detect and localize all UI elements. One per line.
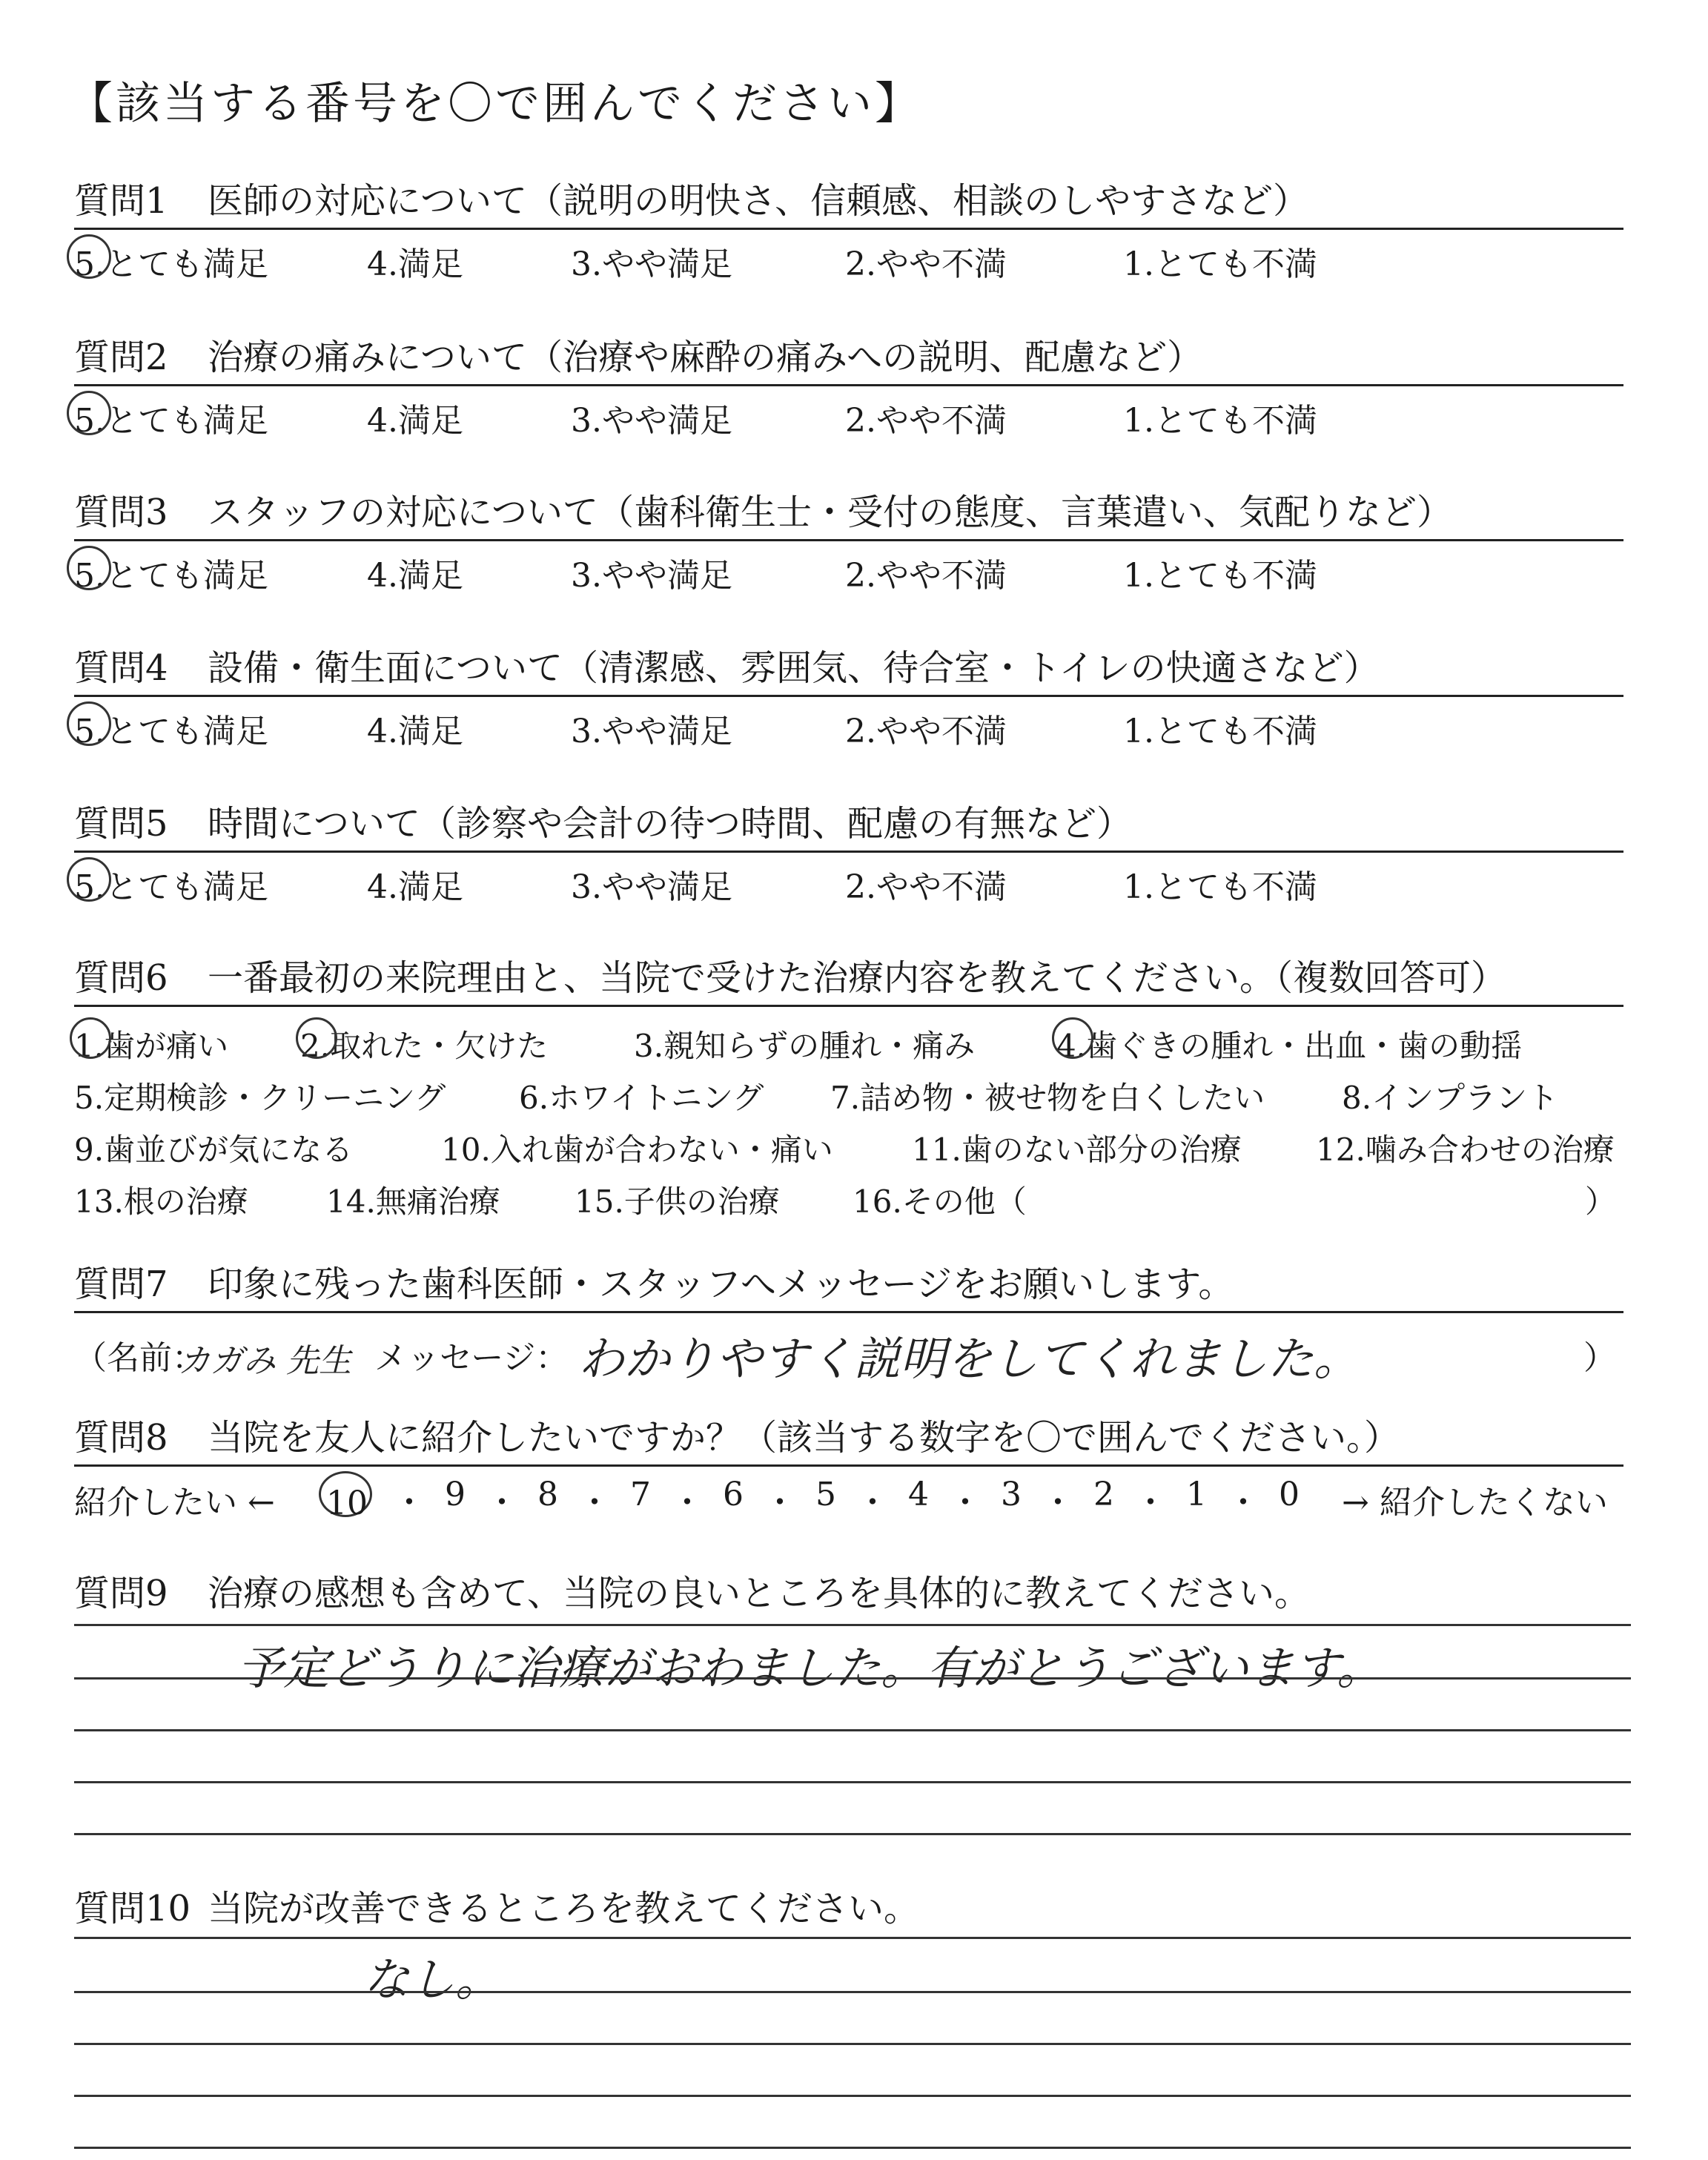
selection-circle <box>67 546 111 590</box>
selection-circle <box>67 701 111 746</box>
question-text: スタッフの対応について（歯科衛生士・受付の態度、言葉遣い、気配りなど） <box>208 492 1453 533</box>
option-4[interactable]: 4.満足 <box>367 713 463 750</box>
answer-line <box>74 1677 1631 1680</box>
scale-3[interactable]: 3 <box>1001 1476 1022 1513</box>
question-number: 質問5 <box>74 803 168 845</box>
reason-1-selected[interactable]: 1.歯が痛い <box>74 1022 228 1066</box>
option-3[interactable]: 3.やや満足 <box>571 402 732 440</box>
reason-7[interactable]: 7.詰め物・被せ物を白くしたい <box>830 1080 1265 1116</box>
question-number: 質問6 <box>74 957 168 999</box>
scale-5[interactable]: 5 <box>815 1476 836 1513</box>
reason-16[interactable]: 16.その他（ <box>853 1183 1027 1220</box>
question-text: 当院が改善できるところを教えてください。 <box>208 1888 920 1929</box>
selection-circle <box>296 1017 337 1059</box>
question-9 <box>74 1565 1623 1616</box>
q9-answer[interactable]: 予定どうりに治療がおわました。有がとうございます。 <box>237 1641 1383 1695</box>
selection-circle <box>70 1017 111 1059</box>
question-text: 時間について（診察や会計の待つ時間、配慮の有無など） <box>208 803 1133 845</box>
reason-11[interactable]: 11.歯のない部分の治療 <box>912 1132 1242 1168</box>
answer-line <box>74 1937 1631 1939</box>
option-2[interactable]: 2.やや不満 <box>845 557 1007 595</box>
question-number: 質問7 <box>74 1264 168 1305</box>
scale-right-label: → 紹介したくない <box>1342 1484 1608 1522</box>
option-5-selected[interactable]: 5.とても満足 <box>74 860 268 908</box>
reason-16-close-paren: ） <box>1584 1183 1616 1220</box>
selection-circle <box>67 857 111 902</box>
instruction-heading: 【該当する番号を〇で囲んでください】 <box>68 78 922 130</box>
question-1 <box>74 172 1623 283</box>
question-text: 設備・衛生面について（清潔感、雰囲気、待合室・トイレの快適さなど） <box>208 647 1380 689</box>
selection-circle <box>67 234 111 279</box>
option-2[interactable]: 2.やや不満 <box>845 245 1007 283</box>
answer-line <box>74 1991 1631 1993</box>
reason-8[interactable]: 8.インプラント <box>1342 1080 1559 1116</box>
question-number: 質問9 <box>74 1573 168 1614</box>
option-4[interactable]: 4.満足 <box>367 245 463 283</box>
message-value[interactable]: わかりやすく説明をしてくれました。 <box>578 1332 1360 1386</box>
scale-7[interactable]: 7 <box>630 1476 651 1513</box>
option-3[interactable]: 3.やや満足 <box>571 245 732 283</box>
scale-left-label: 紹介したい ← <box>74 1484 275 1522</box>
reason-9[interactable]: 9.歯並びが気になる <box>74 1132 354 1168</box>
reason-10[interactable]: 10.入れ歯が合わない・痛い <box>441 1132 833 1168</box>
message-label: メッセージ： <box>374 1339 569 1377</box>
answer-line <box>74 1833 1631 1835</box>
scale-9[interactable]: 9 <box>445 1476 466 1513</box>
question-number: 質問1 <box>74 180 168 222</box>
scale-6[interactable]: 6 <box>723 1476 744 1513</box>
reason-4-selected[interactable]: 4.歯ぐきの腫れ・出血・歯の動揺 <box>1056 1022 1522 1066</box>
option-1[interactable]: 1.とても不満 <box>1123 245 1317 283</box>
question-5 <box>74 795 1623 906</box>
option-4[interactable]: 4.満足 <box>367 402 463 440</box>
reason-14[interactable]: 14.無痛治療 <box>326 1183 500 1220</box>
reason-3[interactable]: 3.親知らずの腫れ・痛み <box>634 1028 976 1064</box>
reason-12[interactable]: 12.噛み合わせの治療 <box>1316 1132 1615 1168</box>
rating-options <box>74 386 1623 440</box>
rating-options <box>74 853 1623 906</box>
option-5-selected[interactable]: 5.とても満足 <box>74 237 268 285</box>
question-text: 一番最初の来院理由と、当院で受けた治療内容を教えてください。（複数回答可） <box>208 957 1507 999</box>
scale-0[interactable]: 0 <box>1279 1476 1300 1513</box>
question-number: 質問2 <box>74 337 168 378</box>
message-row <box>74 1313 1623 1395</box>
scale-4[interactable]: 4 <box>908 1476 929 1513</box>
reason-6[interactable]: 6.ホワイトニング <box>519 1080 764 1116</box>
reason-options <box>74 1007 1623 1229</box>
name-value[interactable]: カガみ 先生 <box>178 1342 351 1380</box>
question-10 <box>74 1880 1623 1931</box>
reason-2-selected[interactable]: 2.取れた・欠けた <box>300 1022 548 1066</box>
scale-1[interactable]: 1 <box>1186 1476 1207 1513</box>
option-2[interactable]: 2.やや不満 <box>845 868 1007 906</box>
scale-8[interactable]: 8 <box>537 1476 558 1513</box>
rating-options <box>74 541 1623 595</box>
option-2[interactable]: 2.やや不満 <box>845 402 1007 440</box>
reason-13[interactable]: 13.根の治療 <box>74 1183 248 1220</box>
option-3[interactable]: 3.やや満足 <box>571 868 732 906</box>
scale-2[interactable]: 2 <box>1093 1476 1114 1513</box>
answer-line <box>74 1624 1631 1626</box>
option-1[interactable]: 1.とても不満 <box>1123 868 1317 906</box>
question-7 <box>74 1255 1623 1395</box>
option-1[interactable]: 1.とても不満 <box>1123 713 1317 750</box>
message-close-paren: ） <box>1583 1339 1616 1377</box>
recommend-scale: 紹介したい ← 10 ・ 9 ・ 8 ・ 7 ・ 6 ・ 5 ・ 4 ・ 3 ・ 2 ・ 1 ・ 0 → 紹介したくない <box>74 1467 1623 1526</box>
question-2 <box>74 328 1623 440</box>
question-text: 印象に残った歯科医師・スタッフへメッセージをお願いします。 <box>208 1264 1234 1305</box>
rating-options <box>74 697 1623 750</box>
answer-line <box>74 1729 1631 1731</box>
rating-options <box>74 230 1623 283</box>
reason-5[interactable]: 5.定期検診・クリーニング <box>74 1080 446 1116</box>
question-number: 質問3 <box>74 492 168 533</box>
question-text: 治療の痛みについて（治療や麻酔の痛みへの説明、配慮など） <box>208 337 1203 378</box>
option-2[interactable]: 2.やや不満 <box>845 713 1007 750</box>
question-text: 医師の対応について（説明の明快さ、信頼感、相談のしやすさなど） <box>208 180 1309 222</box>
answer-line <box>74 2147 1631 2149</box>
question-number: 質問4 <box>74 647 168 689</box>
name-label: （名前： <box>74 1339 205 1377</box>
question-number: 質問8 <box>74 1417 168 1459</box>
question-text: 当院を友人に紹介したいですか？（該当する数字を〇で囲んでください。） <box>208 1417 1400 1459</box>
selection-circle <box>67 391 111 435</box>
reason-15[interactable]: 15.子供の治療 <box>575 1183 780 1220</box>
option-1[interactable]: 1.とても不満 <box>1123 402 1317 440</box>
option-5-selected[interactable]: 5.とても満足 <box>74 704 268 752</box>
question-6 <box>74 949 1623 1229</box>
q10-answer[interactable]: なし。 <box>363 1952 502 2007</box>
option-1[interactable]: 1.とても不満 <box>1123 557 1317 595</box>
answer-line <box>74 2043 1631 2045</box>
option-3[interactable]: 3.やや満足 <box>571 557 732 595</box>
option-4[interactable]: 4.満足 <box>367 868 463 906</box>
selection-circle <box>1052 1017 1093 1059</box>
question-4 <box>74 639 1623 750</box>
option-5-selected[interactable]: 5.とても満足 <box>74 549 268 596</box>
question-number: 質問10 <box>74 1888 191 1929</box>
option-4[interactable]: 4.満足 <box>367 557 463 595</box>
question-text: 治療の感想も含めて、当院の良いところを具体的に教えてください。 <box>208 1573 1311 1614</box>
question-8 <box>74 1409 1623 1526</box>
question-3 <box>74 483 1623 595</box>
option-5-selected[interactable]: 5.とても満足 <box>74 394 268 441</box>
answer-line <box>74 1781 1631 1783</box>
answer-line <box>74 2095 1631 2097</box>
option-3[interactable]: 3.やや満足 <box>571 713 732 750</box>
